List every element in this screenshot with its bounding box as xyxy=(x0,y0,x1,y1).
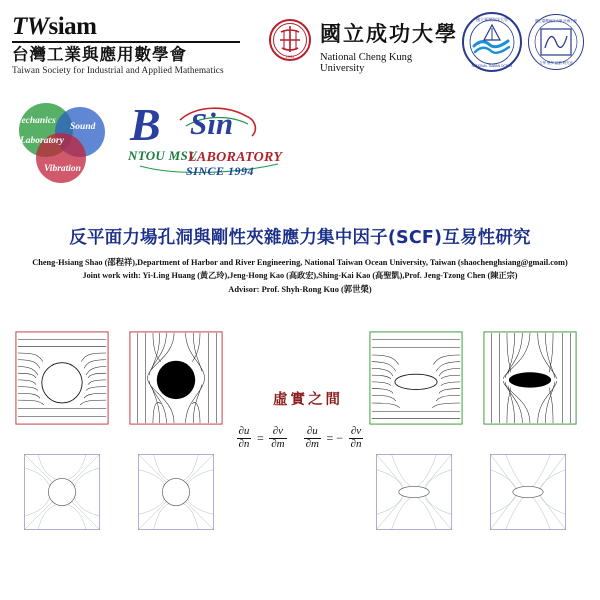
fig-top-mid-circle-rigid xyxy=(128,330,224,426)
fig-bottom-far-right-ellipse-rigid xyxy=(488,452,568,532)
fig-top-far-right-plot xyxy=(482,330,578,426)
fig-bottom-left-circle-hole xyxy=(22,452,102,532)
fig-bottom-right-ellipse-hole xyxy=(374,452,454,532)
fig-bottom-right-plot xyxy=(374,452,454,532)
eq-term-3-den: ∂m xyxy=(305,437,319,450)
ncku-seal-icon xyxy=(268,18,312,62)
author-line-2: Joint work with: Yi-Ling Huang (黃乙玲),Jeng-Hong Kao (高政宏),Shing-Kai Kao (高聖凱),Prof. Jeng-Tzong Chen (陳正宗) xyxy=(82,270,518,280)
fig-top-right-plot xyxy=(368,330,464,426)
page-title: 反平面力場孔洞與剛性夾雜應力集中因子(SCF)互易性研究 xyxy=(69,228,531,248)
fig-top-left-circle-hole xyxy=(14,330,110,426)
bsin-laboratory: LABORATORY xyxy=(188,150,283,165)
eq-term-2-num: ∂v xyxy=(269,426,286,439)
eq-term-4-den: ∂n xyxy=(350,437,362,450)
venn-label-mechanics: Mechanics xyxy=(13,116,56,126)
bsin-logo xyxy=(128,99,288,186)
ncku-chinese-name: 國立成功大學 xyxy=(320,22,458,46)
eq-separator xyxy=(290,431,300,446)
annotation-equation xyxy=(230,426,370,450)
eq-term-1 xyxy=(236,426,253,450)
bsin-ntou-msv: NTOU MSV xyxy=(128,148,197,163)
twsiam-logo xyxy=(12,14,252,76)
author-block xyxy=(0,257,600,296)
author-line-3: Advisor: Prof. Shyh-Rong Kuo (郭世榮) xyxy=(228,284,372,294)
fig-bottom-left-plot xyxy=(22,452,102,532)
ncku-english-name: National Cheng Kung University xyxy=(320,52,413,74)
bsin-letter-b: B xyxy=(130,99,161,150)
bsin-word-sin: Sin xyxy=(190,106,234,141)
twsiam-wordmark-tw: TW xyxy=(12,13,49,40)
bsin-since: SINCE 1994 xyxy=(186,164,255,178)
eq-term-1-num: ∂u xyxy=(238,425,250,437)
eq-term-1-den: ∂n xyxy=(238,437,250,450)
svg-text:NATIONAL TAIWAN OCEAN: NATIONAL TAIWAN OCEAN xyxy=(471,64,513,68)
twsiam-english-name: Taiwan Society for Industrial and Applied Mathematics xyxy=(12,65,224,76)
fig-bottom-mid-plot xyxy=(136,452,216,532)
eq-term-4 xyxy=(348,426,365,450)
eq-term-4-num: ∂v xyxy=(349,426,364,439)
header-logo-row xyxy=(0,8,600,80)
eq-term-2-den: ∂m xyxy=(271,437,285,450)
fig-top-right-ellipse-hole xyxy=(368,330,464,426)
venn-label-sound: Sound xyxy=(70,122,96,132)
ncku-logo xyxy=(268,16,458,76)
eq-term-3 xyxy=(303,426,322,450)
eq-term-3-num: ∂u xyxy=(304,426,321,439)
lab-branding-row xyxy=(0,100,600,190)
fig-bottom-mid-circle-rigid xyxy=(136,452,216,532)
venn-label-vibration: Vibration xyxy=(44,164,81,174)
author-line-1: Cheng-Hsiang Shao (邵程祥),Department of Harbor and River Engineering, National Taiwan Ocean University, Taiwan (shaochenghsiang@gmail.com) xyxy=(32,258,568,267)
venn-diagram-logo xyxy=(8,100,120,188)
ntou-logo xyxy=(462,12,524,74)
fig-top-left-plot xyxy=(14,330,110,426)
svg-text:國立臺灣海洋大學 河海工程: 國立臺灣海洋大學 河海工程 xyxy=(535,19,577,23)
svg-text:1931: 1931 xyxy=(285,54,295,59)
eq-term-2 xyxy=(268,426,287,450)
fig-top-mid-plot xyxy=(128,330,224,426)
eq-equals-2: = − xyxy=(326,430,344,445)
ntou-emblem-icon xyxy=(462,12,522,72)
msv-emblem-icon xyxy=(528,14,584,70)
twsiam-wordmark xyxy=(12,14,252,40)
fig-top-far-right-ellipse-rigid xyxy=(482,330,578,426)
twsiam-underline xyxy=(12,41,240,43)
twsiam-chinese-name: 台灣工業與應用數學會 xyxy=(12,45,187,64)
figure-grid xyxy=(0,326,600,586)
fig-bottom-far-right-plot xyxy=(488,452,568,532)
svg-text:國立臺灣海洋大學: 國立臺灣海洋大學 xyxy=(476,17,508,22)
twsiam-wordmark-siam: siam xyxy=(48,13,97,40)
msv-lab-logo xyxy=(528,14,590,72)
svg-text:力學 聲學 振動 研究室: 力學 聲學 振動 研究室 xyxy=(539,61,573,65)
annotation-chinese: 虛實之間 xyxy=(273,392,343,408)
eq-equals-1: = xyxy=(256,430,264,445)
venn-label-laboratory: Laboratory xyxy=(20,136,64,146)
